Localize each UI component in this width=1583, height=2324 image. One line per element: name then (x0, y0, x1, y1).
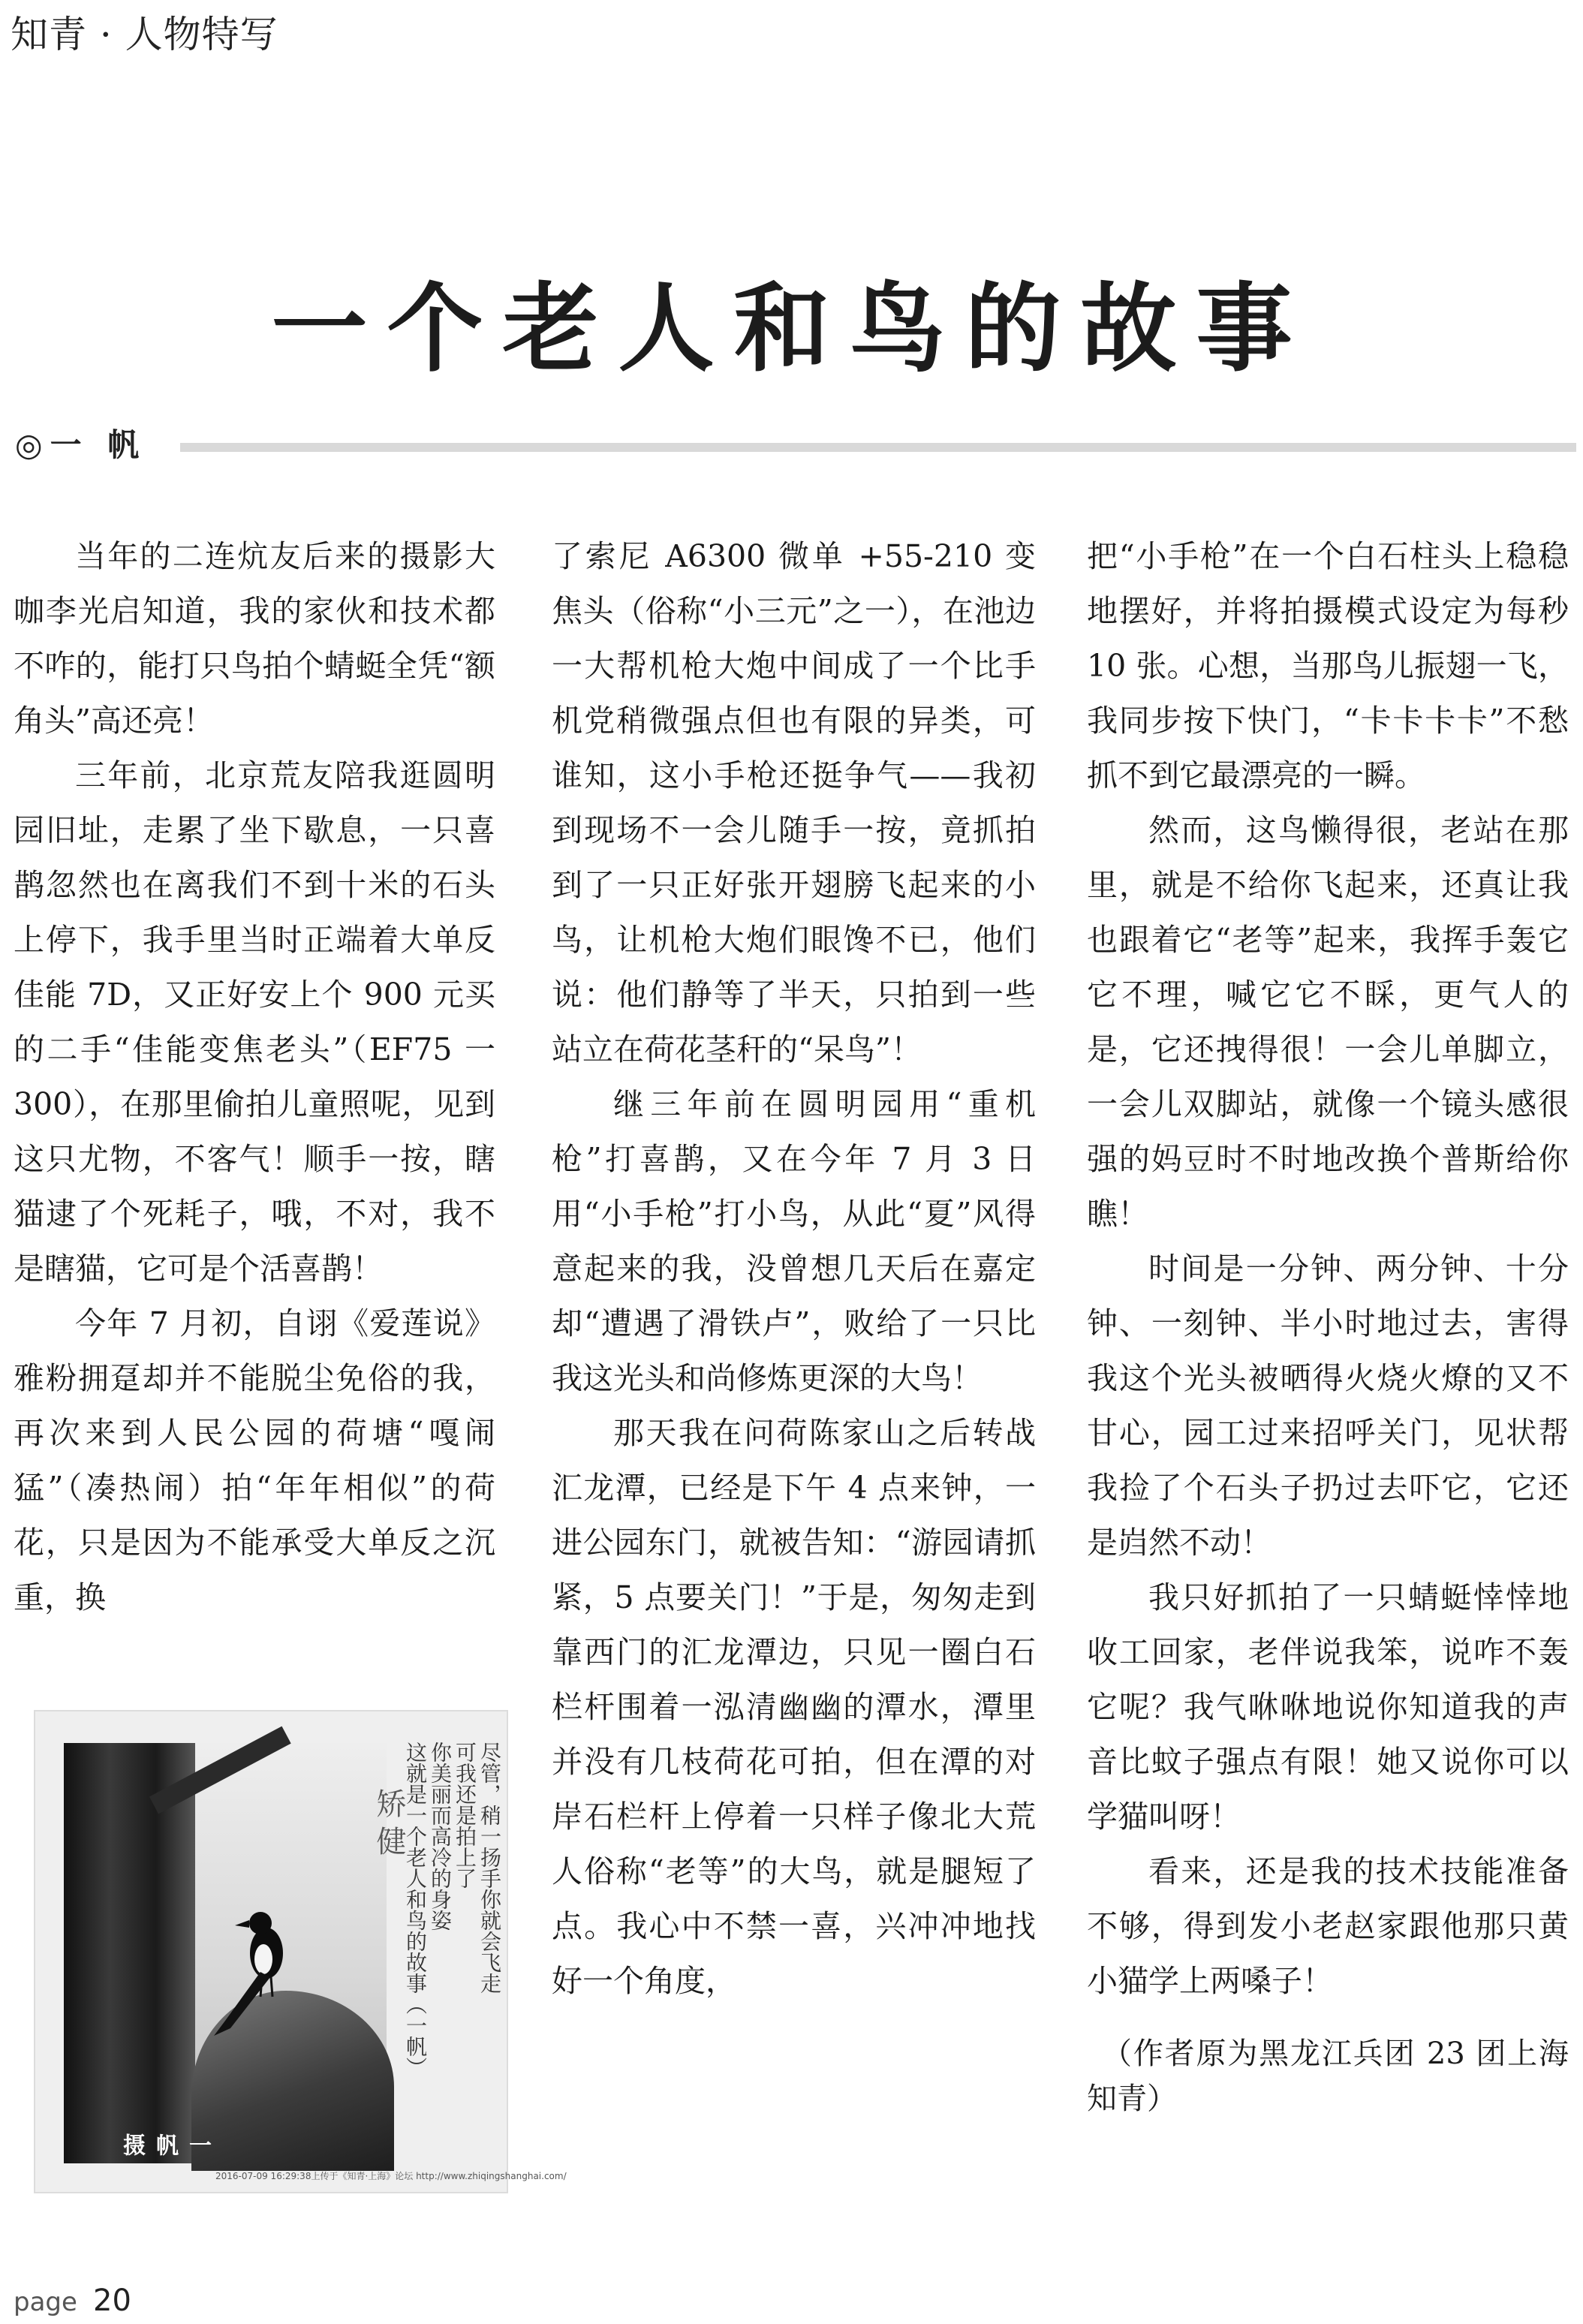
paragraph: 今年 7 月初，自诩《爱莲说》雅粉拥趸却并不能脱尘免俗的我，再次来到人民公园的荷塘“嘎闹猛”（凑热闹）拍“年年相似”的荷花，只是因为不能承受大单反之沉重，换 (14, 1305, 495, 1615)
photo-title: 矫健 (372, 1788, 406, 1863)
magpie-bird (64, 1743, 387, 2163)
paragraph: 然而，这鸟懒得很，老站在那里，就是不给你飞起来，还真让我也跟着它“老等”起来，我挥手轰它它不理，喊它它不睬，更气人的是，它还拽得很！一会儿单脚立，一会儿双脚站，就像一个镜头感很强的妈豆时不时地改换个普斯给你瞧！ (1087, 812, 1569, 1232)
author-note: （作者原为黑龙江兵团 23 团上海知青） (1087, 2037, 1569, 2116)
paragraph: 三年前，北京荒友陪我逛圆明园旧址，走累了坐下歇息，一只喜鹊忽然也在离我们不到十米的石头上停下，我手里当时正端着大单反佳能 7D，又正好安上个 900 元买的二手“佳能变焦老头”（EF75 一 300），在那里偷拍儿童照呢，见到这只尤物，不客气！顺手一按，瞎猫逮了个死耗子，哦，不对，我不是瞎猫，它可是个活喜鹊！ (14, 757, 495, 1287)
paragraph: 继三年前在圆明园用“重机枪”打喜鹊，又在今年 7 月 3 日用“小手枪”打小鸟，从此“夏”风得意起来的我，没曾想几天后在嘉定却“遭遇了滑铁卢”，败给了一只比我这光头和尚修炼更深的大鸟！ (552, 1086, 1036, 1396)
poem-line: 尽管，稍一扬手你就会飞走 (477, 1741, 502, 1994)
poem-line: 你美丽而高冷的身姿 (428, 1741, 453, 1931)
article-title: 一个老人和鸟的故事 (271, 272, 1312, 385)
poem-line: 可我还是拍上了 (453, 1741, 477, 1889)
magpie-photo (64, 1743, 406, 2163)
photo-card (34, 1710, 567, 2193)
poem-line: 这就是一个老人和鸟的故事（一帆） (403, 1741, 428, 2078)
paragraph: 时间是一分钟、两分钟、十分钟、一刻钟、半小时地过去，害得我这个光头被晒得火烧火燎的又不甘心，园工过来招呼关门，见状帮我捡了个石头子扔过去吓它，它还是岿然不动！ (1087, 1251, 1569, 1561)
paragraph: 把“小手枪”在一个白石柱头上稳稳地摆好，并将拍摄模式设定为每秒 10 张。心想，当那鸟儿振翅一飞，我同步按下快门，“卡卡卡卡”不愁抓不到它最漂亮的一瞬。 (1087, 538, 1569, 793)
paragraph: 那天我在问荷陈家山之后转战汇龙潭，已经是下午 4 点来钟，一进公园东门，就被告知：“游园请抓紧，5 点要关门！”于是，匆匆走到靠西门的汇龙潭边，只见一圈白石栏杆围着一泓清幽幽的潭水，潭里并没有几枝荷花可拍，但在潭的对岸石栏杆上停着一只样子像北大荒人俗称“老等”的大鸟，就是腿短了点。我心中不禁一喜，兴冲冲地找好一个角度， (552, 1415, 1036, 1999)
article-column-1 (14, 529, 495, 1678)
paragraph: 看来，还是我的技术技能准备不够，得到发小老赵家跟他那只黄小猫学上两嗓子！ (1087, 1853, 1569, 1999)
byline-row (15, 420, 1569, 473)
paragraph: 当年的二连炕友后来的摄影大咖李光启知道，我的家伙和技术都不咋的，能打只鸟拍个蜻蜓全凭“额角头”高还亮！ (14, 538, 495, 739)
article-column-3 (1087, 529, 1569, 2241)
paragraph: 了索尼 A6300 微单 +55-210 变焦头（俗称“小三元”之一），在池边一大帮机枪大炮中间成了一个比手机党稍微强点但也有限的异类，可谁知，这小手枪还挺争气——我初到现场不一会儿随手一按，竟抓拍到了一只正好张开翅膀飞起来的小鸟，让机枪大炮们眼馋不已，他们说：他们静等了半天，只拍到一些站立在荷花茎秆的“呆鸟”！ (552, 538, 1036, 1067)
article-column-2 (552, 529, 1036, 2233)
photo-poem (403, 1741, 502, 2132)
paragraph: 我只好抓拍了一只蜻蜓悻悻地收工回家，老伴说我笨，说咋不轰它呢？我气咻咻地说你知道我的声音比蚊子强点有限！她又说你可以学猫叫呀！ (1087, 1579, 1569, 1835)
photo-caption: 2016-07-09 16:29:38上传于《知青·上海》论坛 http://www.zhiqingshanghai.com/ (215, 2171, 567, 2181)
author-byline: ◎一 帆 (15, 426, 147, 463)
byline-divider (180, 443, 1576, 452)
page-number: 20 (93, 2283, 131, 2318)
section-tag: 知青 · 人物特写 (11, 13, 278, 56)
page-footer (14, 2283, 131, 2318)
photo-credit: 一帆摄 (119, 2133, 211, 2156)
page-label: page (14, 2287, 77, 2317)
